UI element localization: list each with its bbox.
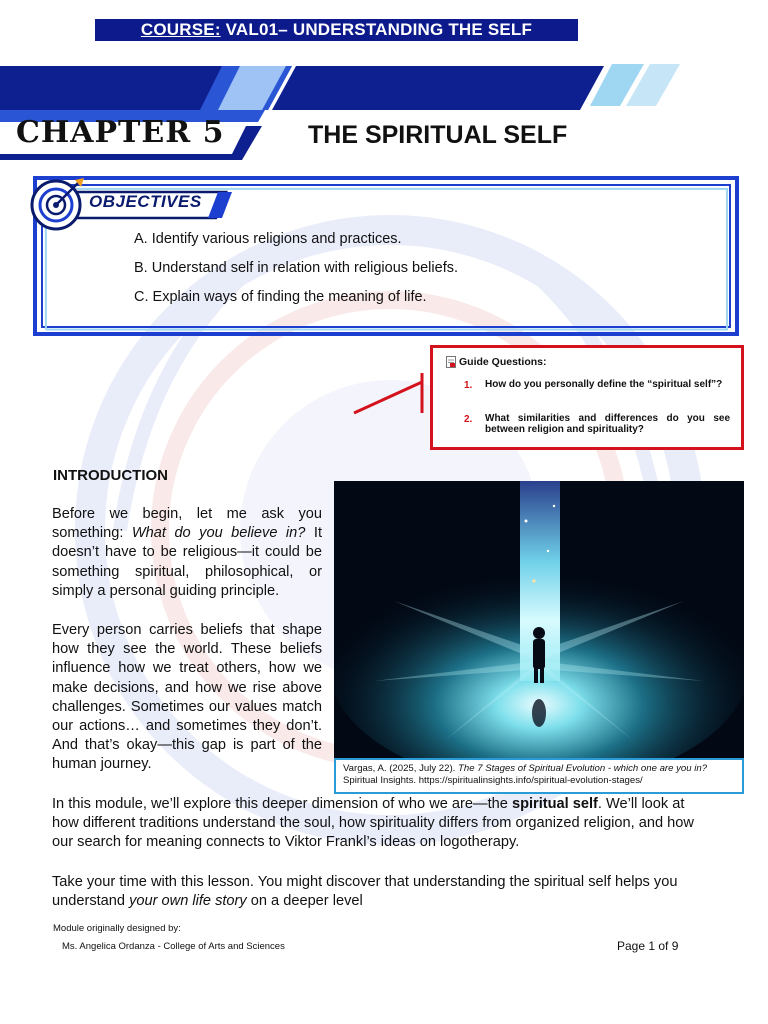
footer-designed-by: Module originally designed by: xyxy=(53,923,181,934)
emphasis-phrase: your own life story xyxy=(129,893,247,910)
page-title: THE SPIRITUAL SELF xyxy=(308,121,568,149)
caption-title: The 7 Stages of Spiritual Evolution - which one are you in? xyxy=(458,763,708,774)
text-run: . We’ll look at how different traditions understand the soul, how spirituality differs from organized religion, and how our search for meaning connects to Viktor Frankl’s ideas on logotherapy. xyxy=(52,796,694,851)
intro-paragraph: Every person carries beliefs that shape how they see the world. These beliefs influence how we treat others, how we make decisions, and how we rise above challenges. Sometimes our values match our actions… and sometimes they don’t. And that’s okay—this gap is part of the human journey. xyxy=(52,622,322,773)
text-run: Before we begin, let me ask you something: xyxy=(52,506,322,542)
objectives-label: OBJECTIVES xyxy=(89,192,202,211)
objective-item: A. Identify various religions and practices. xyxy=(134,231,402,247)
document-icon xyxy=(446,356,456,368)
page-number: Page 1 of 9 xyxy=(617,939,679,953)
image-caption xyxy=(343,763,739,787)
text-run: Take your time with this lesson. You might discover that understanding the spiritual self helps you understand xyxy=(52,874,678,910)
callout-pointer xyxy=(352,370,434,416)
spiritual-journey-image xyxy=(334,481,744,759)
emphasis-question: What do you believe in? xyxy=(131,525,306,542)
glowing-portal-illustration xyxy=(334,481,744,759)
course-header xyxy=(95,19,578,41)
course-label: COURSE: xyxy=(140,20,221,39)
chapter-number: CHAPTER 5 xyxy=(16,115,225,150)
course-code: VAL01– UNDERSTANDING THE SELF xyxy=(225,20,533,39)
text-run: on a deeper level xyxy=(246,893,363,910)
guide-heading: Guide Questions: xyxy=(459,356,547,368)
text-run: In this module, we’ll explore this deeper dimension of who we are—the xyxy=(52,796,512,812)
intro-paragraph xyxy=(52,795,712,853)
text-run: It doesn’t have to be religious—it could be something spiritual, philosophical, or simply a personal guiding principle. xyxy=(52,525,323,599)
guide-question: How do you personally define the “spiritual self”? xyxy=(485,379,723,390)
guide-question-number: 2. xyxy=(464,414,473,425)
intro-paragraph xyxy=(52,873,712,911)
bold-term: spiritual self xyxy=(511,796,598,812)
objective-item: C. Explain ways of finding the meaning of life. xyxy=(134,289,427,305)
introduction-heading: INTRODUCTION xyxy=(53,467,168,484)
caption-source: Spiritual Insights. https://spiritualinsights.info/spiritual-evolution-stages/ xyxy=(343,775,643,786)
intro-paragraph xyxy=(52,505,322,601)
objective-item: B. Understand self in relation with religious beliefs. xyxy=(134,260,458,276)
guide-question: What similarities and differences do you see between religion and spirituality? xyxy=(485,413,730,435)
caption-author: Vargas, A. (2025, July 22). xyxy=(343,763,459,774)
footer-author: Ms. Angelica Ordanza - College of Arts and Sciences xyxy=(62,941,285,952)
guide-question-number: 1. xyxy=(464,380,473,391)
